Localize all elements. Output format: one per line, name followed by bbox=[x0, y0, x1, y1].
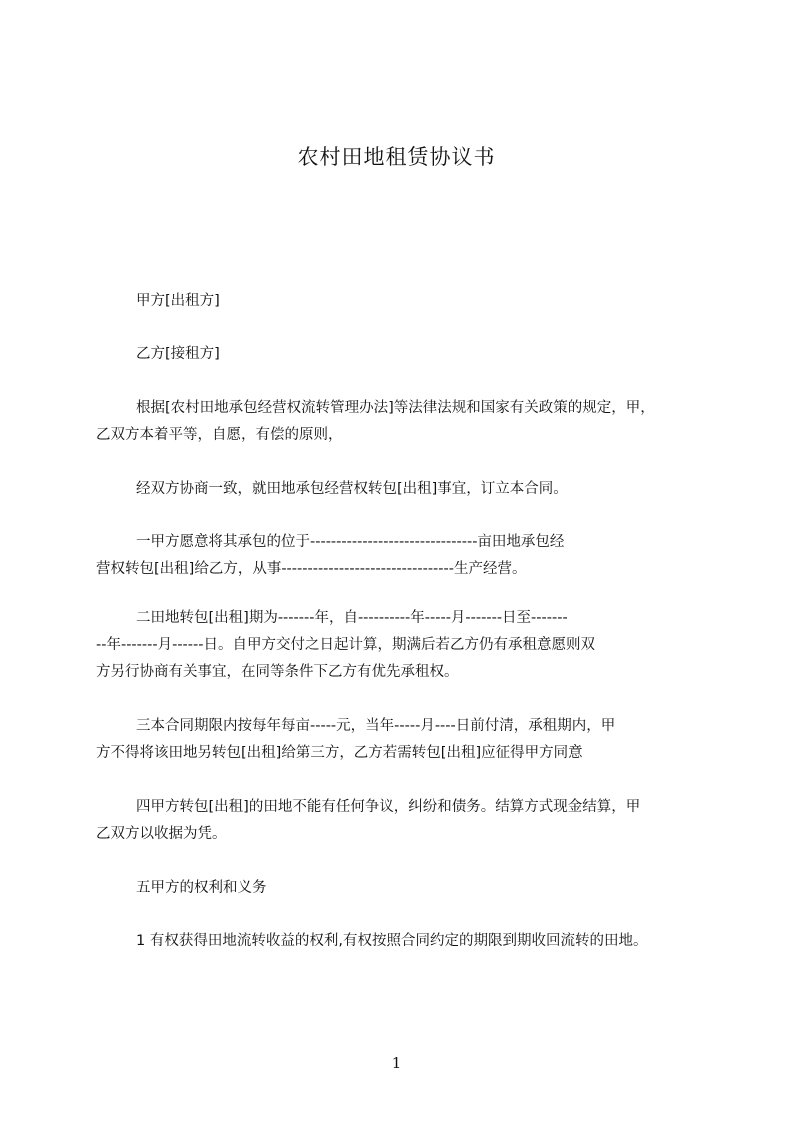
text-line: 甲方[出租方] bbox=[136, 293, 220, 309]
text-line: 乙双方本着平等，自愿，有偿的原则， bbox=[96, 427, 343, 443]
text-line: 三本合同期限内按每年每亩-----元，当年-----月----日前付清，承租期内，甲 bbox=[136, 718, 616, 734]
text-line: 1 有权获得田地流转收益的权利,有权按照合同约定的期限到期收回流转的田地。 bbox=[136, 933, 648, 949]
text-line: 根据[农村田地承包经营权流转管理办法]等法律法规和国家有关政策的规定，甲， bbox=[136, 400, 655, 416]
text-line: 一甲方愿意将其承包的位于--------------------------------亩田地承包经 bbox=[136, 534, 565, 550]
text-line: 乙方[接租方] bbox=[136, 346, 220, 362]
text-line: 乙双方以收据为凭。 bbox=[96, 826, 227, 842]
document-title: 农村田地租赁协议书 bbox=[297, 145, 496, 169]
text-line: 方另行协商有关事宜，在同等条件下乙方有优先承租权。 bbox=[96, 664, 459, 680]
text-line: --年-------月------日。自甲方交付之日起计算，期满后若乙方仍有承租意愿则双 bbox=[96, 637, 595, 653]
text-line: 四甲方转包[出租]的田地不能有任何争议，纠纷和债务。结算方式现金结算，甲 bbox=[136, 799, 641, 815]
text-line: 方不得将该田地另转包[出租]给第三方，乙方若需转包[出租]应征得甲方同意 bbox=[96, 745, 583, 761]
text-line: 经双方协商一致，就田地承包经营权转包[出租]事宜，订立本合同。 bbox=[136, 481, 568, 497]
text-line: 五甲方的权利和义务 bbox=[136, 880, 267, 896]
text-line: 二田地转包[出租]期为-------年，自----------年-----月-------日至------- bbox=[136, 610, 568, 626]
page-number: 1 bbox=[391, 1054, 402, 1072]
text-line: 营权转包[出租]给乙方，从事---------------------------------生产经营。 bbox=[96, 561, 527, 577]
